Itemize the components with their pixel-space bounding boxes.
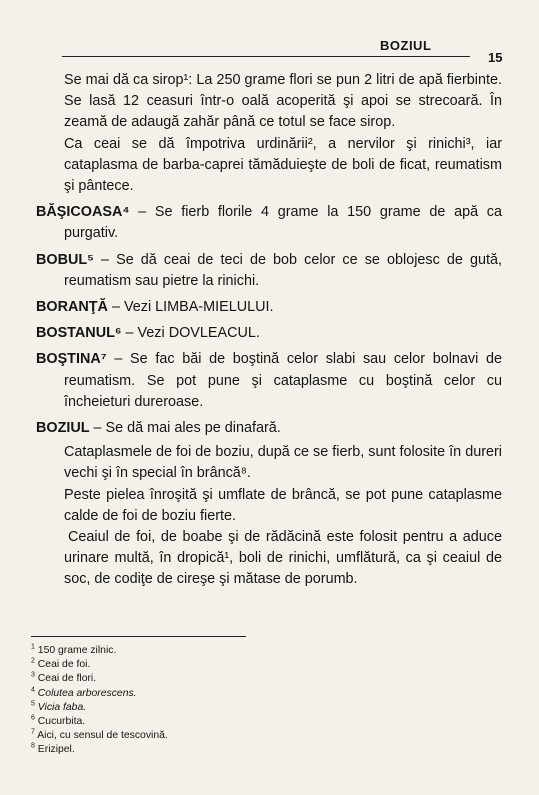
entry-text: – Se fac băi de boştină celor slabi sau celor bolnavi de reumatism. Se pot pune şi cataplasme cu boştină celor cu încheieturi dureroase. [64, 351, 502, 410]
entry-headword: BOZIUL [36, 420, 90, 437]
paragraph-sirop: Se mai dă ca sirop¹: La 250 grame flori se pun 2 litri de apă fierbinte. Se lasă 12 ceasuri într-o oală acoperită şi apoi se strecoară. În zeamă de adaugă zahăr până ce totul se face sirop. [64, 72, 502, 131]
footnote-text: Ceai de flori. [37, 673, 97, 685]
footnote-text: Vicia faba. [37, 701, 87, 713]
entry-text: – Se fierb florile 4 grame la 150 grame de apă ca purgativ. [64, 204, 502, 242]
footnote-rule [31, 636, 246, 637]
footnote-text: Colutea arborescens. [37, 687, 137, 699]
entry-basicoasa [36, 202, 502, 244]
entry-bostina [36, 349, 502, 413]
entry-text: – Vezi DOVLEACUL. [121, 325, 260, 342]
footnote-text: Aici, cu sensul de tescovină. [37, 730, 168, 742]
footnote [31, 672, 168, 686]
page-body [36, 70, 502, 591]
footnote-number: 1 [31, 643, 35, 651]
footnote-number: 4 [31, 686, 35, 694]
entry-headword: BĂŞICOASA⁴ [36, 204, 130, 221]
header-rule [62, 56, 470, 57]
paragraph-ceai: Ca ceai se dă împotriva urdinării², a nervilor şi rinichi³, iar cataplasma de barba-caprei tămăduieşte de boli de ficat, reumatism şi pântece. [64, 135, 502, 195]
footnote-number: 6 [31, 714, 35, 722]
entry-headword: BORANŢĂ [36, 299, 108, 316]
paragraph-boziul-1: Cataplasmele de foi de boziu, după ce se fierb, sunt folosite în dureri vechi şi în special în brâncă⁸. [64, 444, 502, 482]
footnote-number: 3 [31, 671, 35, 679]
footnote-text: 150 grame zilnic. [37, 645, 117, 656]
entry-headword: BOŞTINA⁷ [36, 351, 107, 368]
footnote [31, 644, 168, 658]
footnote-number: 5 [31, 700, 35, 708]
entry-boranta [36, 297, 502, 318]
entry-text: – Vezi LIMBA-MIELULUI. [107, 299, 274, 316]
entry-text: – Se dă ceai de teci de bob celor ce se oblojesc de gută, reumatism sau pietre la rinichi. [64, 251, 502, 289]
footnote [31, 715, 168, 729]
entry-bostanul [36, 323, 502, 344]
entry-boziul [36, 418, 502, 439]
footnote [31, 729, 168, 743]
running-head: BOZIUL [380, 38, 432, 53]
entry-headword: BOBUL⁵ [36, 251, 94, 268]
footnote [31, 687, 168, 701]
footnote [31, 701, 168, 715]
footnote-number: 7 [31, 728, 35, 736]
footnote [31, 743, 168, 757]
footnote-number: 8 [31, 742, 35, 750]
footnote [31, 658, 168, 672]
paragraph-boziul-2: Peste pielea înroşită şi umflate de brâncă, se pot pune cataplasme calde de foi de boziu fierte. [64, 486, 502, 524]
footnote-number: 2 [31, 657, 35, 665]
footnote-text: Erizipel. [37, 744, 75, 756]
entry-text: – Se dă mai ales pe dinafară. [89, 420, 281, 437]
page-number: 15 [488, 50, 503, 65]
entry-headword: BOSTANUL⁶ [36, 325, 122, 342]
entry-bobul [36, 250, 502, 292]
paragraph-boziul-3: Ceaiul de foi, de boabe şi de rădăcină este folosit pentru a aduce urinare multă, în dropică¹, boli de rinichi, umflătură, ca şi ceaiul de soc, de codiţe de cireşe şi mătase de porumb. [64, 529, 502, 588]
footnote-text: Cucurbita. [37, 716, 86, 728]
footnotes [31, 644, 168, 758]
footnote-text: Ceai de foi. [37, 659, 91, 671]
